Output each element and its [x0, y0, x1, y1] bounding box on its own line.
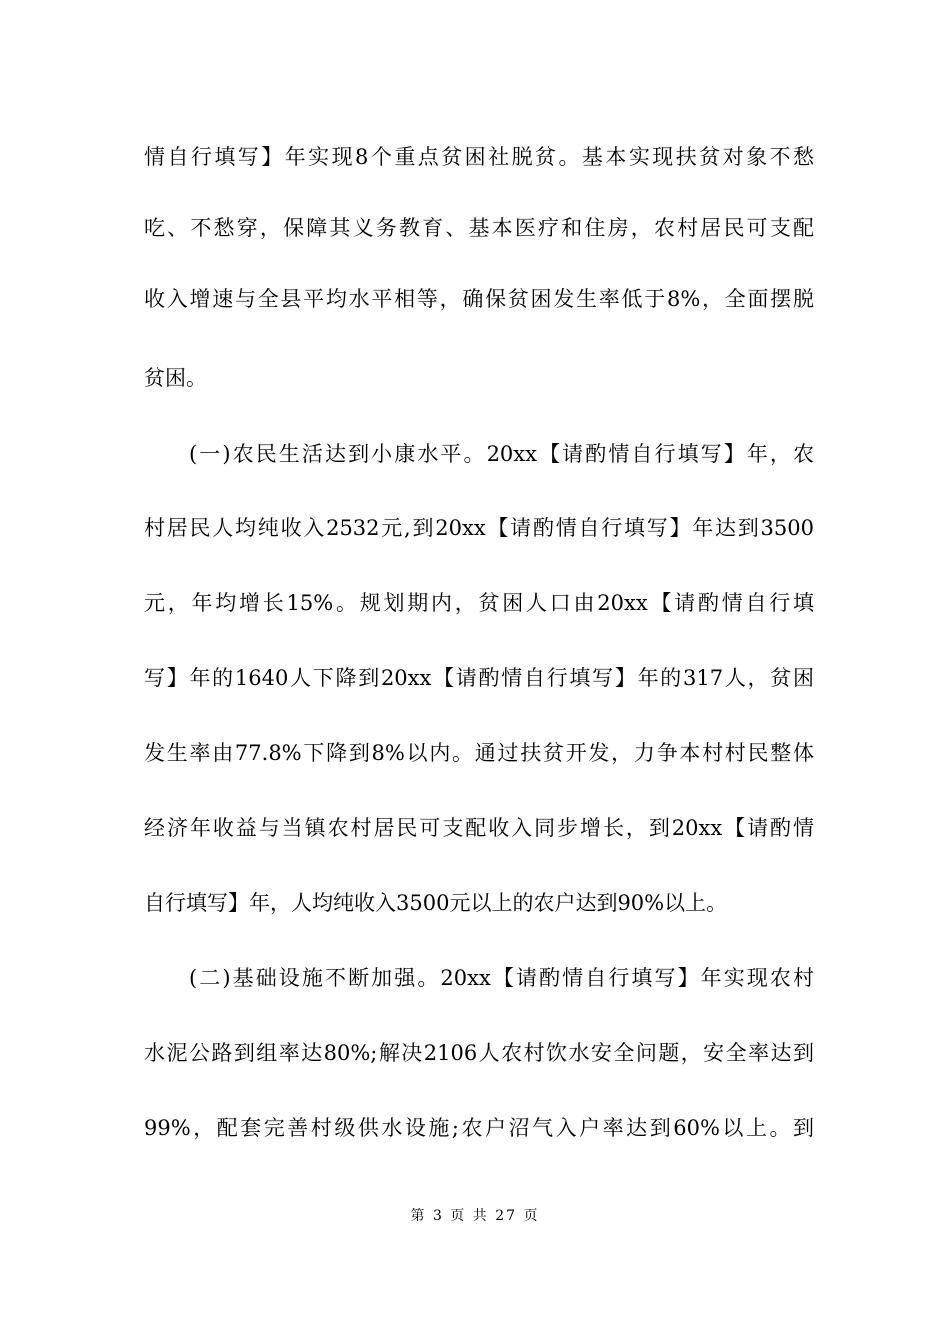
paragraph-line: 贫困。 — [144, 366, 207, 390]
paragraph-line: (二)基础设施不断加强。20xx【请酌情自行填写】年实现农村 — [189, 966, 814, 990]
paragraph-line: 发生率由77.8%下降到8%以内。通过扶贫开发，力争本村村民整体 — [144, 741, 814, 765]
paragraph-line: 村居民人均纯收入2532元,到20xx【请酌情自行填写】年达到3500 — [144, 516, 814, 540]
paragraph-line: 收入增速与全县平均水平相等，确保贫困发生率低于8%，全面摆脱 — [144, 287, 814, 311]
paragraph-line: 水泥公路到组率达80%;解决2106人农村饮水安全问题，安全率达到 — [144, 1041, 814, 1065]
paragraph-line: 吃、不愁穿，保障其义务教育、基本医疗和住房，农村居民可支配 — [144, 216, 814, 240]
paragraph-line: 自行填写】年，人均纯收入3500元以上的农户达到90%以上。 — [144, 891, 728, 915]
paragraph-line: 元，年均增长15%。规划期内，贫困人口由20xx【请酌情自行填 — [144, 591, 814, 615]
paragraph-line: (一)农民生活达到小康水平。20xx【请酌情自行填写】年，农 — [189, 442, 814, 466]
paragraph-line: 情自行填写】年实现8个重点贫困社脱贫。基本实现扶贫对象不愁 — [144, 145, 814, 169]
paragraph-line: 经济年收益与当镇农村居民可支配收入同步增长，到20xx【请酌情 — [144, 816, 814, 840]
paragraph-line: 99%，配套完善村级供水设施;农户沼气入户率达到60%以上。到 — [144, 1116, 814, 1140]
paragraph-line: 写】年的1640人下降到20xx【请酌情自行填写】年的317人，贫困 — [144, 666, 814, 690]
page-number-footer: 第 3 页 共 27 页 — [410, 1208, 540, 1224]
